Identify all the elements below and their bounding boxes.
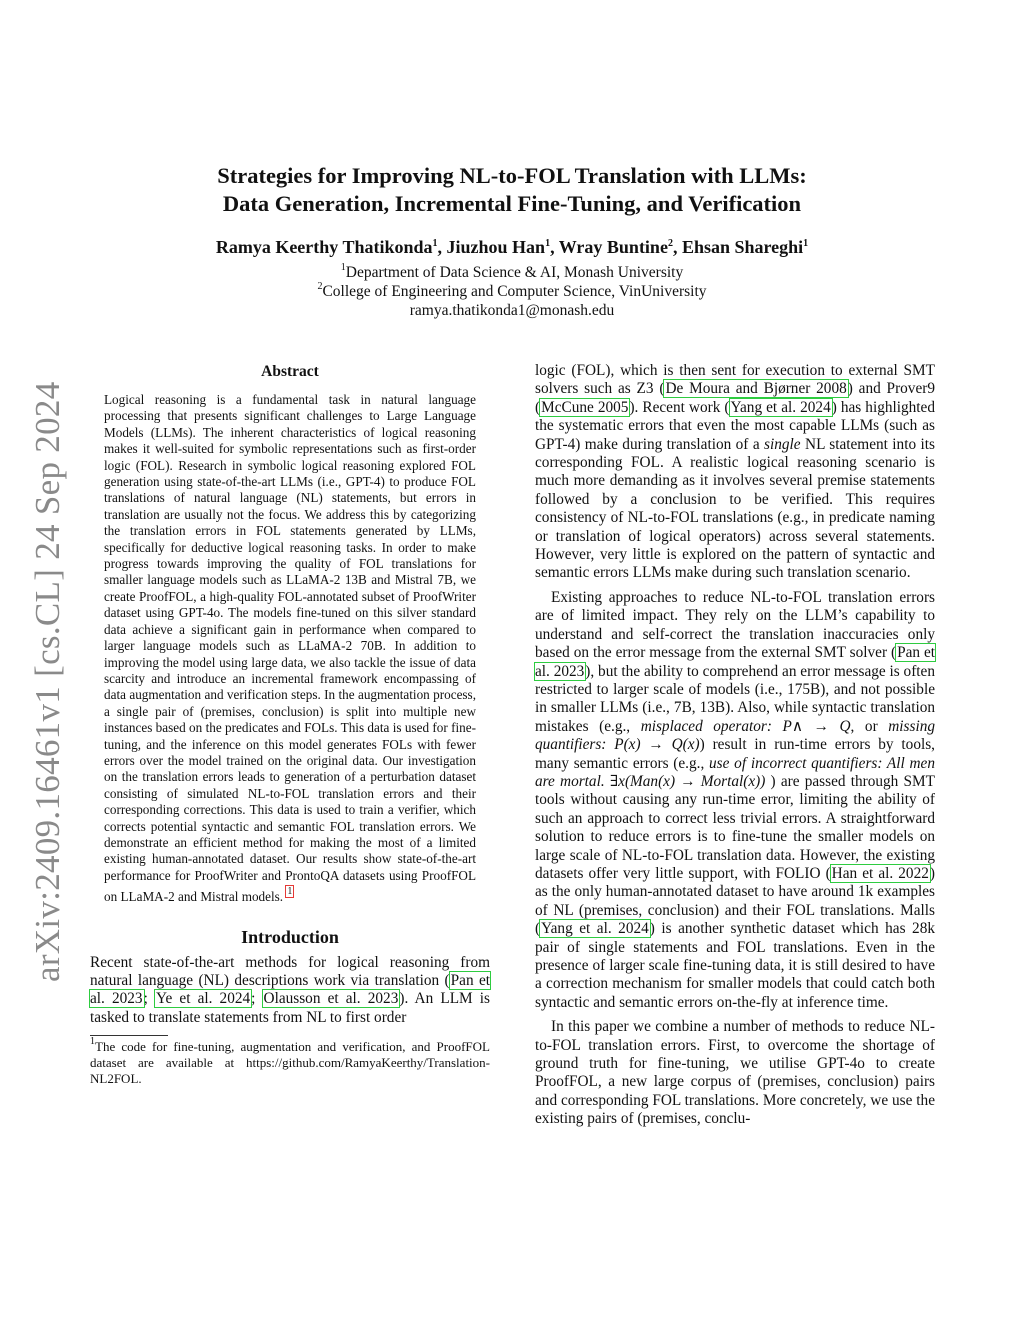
text-run: ) is another synthetic dataset which has 28k pair of single statements and FOL translations. Even in the presence of larger scale fine-tuning data, it is still desired to have a correction mechanism for smaller models that could catch both syntactic and semantic errors on-the-fly at inference time. [535,920,935,1011]
footnote-divider [90,1035,168,1036]
right-paragraph-3: In this paper we combine a number of methods to reduce NL-to-FOL translation errors. First, to overcome the shortage of ground truth for fine-tuning, we utilise GPT-4o to create ProofFOL, a new large corpus of (premises, conclusion) pairs and corresponding FOL translations. More concretely, we use the existing pairs of (premises, conclu- [535,1018,935,1128]
intro-paragraph-1: Recent state-of-the-art methods for logical reasoning from natural language (NL) descriptions work via translation (Pan et al. 2023; Ye et al. 2024; Olausson et al. 2023). An LLM is tasked to translate statements from NL to first order [90,953,491,1026]
citation-link[interactable]: Ye et al. 2024 [155,990,251,1008]
arxiv-identifier: arXiv:2409.16461v1 [cs.CL] 24 Sep 2024 [28,381,67,982]
author-affiliation-mark: 2 [667,238,673,249]
text-run: logic (FOL), which is then sent for execution to external SMT solvers such as Z3 ( [535,362,935,398]
affiliation-text: College of Engineering and Computer Science, VinUniversity [322,283,707,300]
text-run: Existing approaches to reduce NL-to-FOL translation errors are of limited impact. They rely on the LLM’s capability to understand and self-correct the translation inaccuracies only based on the error message from the external SMT solver ( [535,588,935,662]
title-line-1: Strategies for Improving NL-to-FOL Translation with LLMs: [217,163,807,188]
author-name: Ehsan Shareghi [681,237,804,257]
footnote-reference[interactable]: 1 [287,886,293,898]
right-paragraph-1 [535,362,935,583]
emphasis: misplaced operator: P∧ → Q [640,717,851,735]
text-run: ), but the ability to comprehend an error message is often restricted to larger scale of models (i.e., 175B), and not possible in smaller LLMs (i.e., 7B, 13B). Also, while syntactic translation mistakes (e.g., [535,662,935,735]
emphasis: missing quantifiers: P(x) → Q(x) [535,717,935,754]
footnote [90,1036,490,1087]
text-run: ). An LLM is tasked to translate statements from NL to first order [90,990,490,1026]
affiliations [0,263,1024,320]
email[interactable]: ramya.thatikonda1@monash.edu [409,302,615,319]
citation-link[interactable]: Han et al. 2022 [831,864,929,882]
emphasis: single [764,435,801,453]
right-paragraph-2 [535,589,935,1012]
author-affiliation-mark: 1 [545,238,551,249]
author-name: Wray Buntine [558,237,668,257]
affiliation-number: 2 [317,281,323,292]
author-name: Ramya Keerthy Thatikonda [215,237,433,257]
footnote-text: The code for fine-tuning, augmentation and verification, and ProofFOL dataset are available at https://github.com/RamyaKeerthy/Translation-NL2FOL. [90,1039,490,1087]
text-run: ) result in run-time errors by tools, many semantic errors (e.g., [535,736,936,772]
citation-link[interactable]: Yang et al. 2024 [730,398,831,416]
affiliation-number: 1 [340,262,346,273]
text-run: ) has highlighted the systematic errors that even the most capable LLMs (such as GPT-4) make during translation of a [535,398,935,453]
title-line-2: Data Generation, Incremental Fine-Tuning, and Verification [222,191,802,216]
author-affiliation-mark: 1 [803,238,809,249]
text-run: Recent state-of-the-art methods for logical reasoning from natural language (NL) descriptions work via translation ( [90,953,490,989]
affiliation-2 [0,282,1024,301]
affiliation-1 [0,263,1024,282]
text-run: , or [850,717,889,735]
introduction-heading: Introduction [241,926,339,947]
right-column [535,362,935,1129]
abstract-heading: Abstract [261,363,319,380]
affiliation-text: Department of Data Science & AI, Monash University [345,264,684,281]
citation-link[interactable]: Olausson et al. 2023 [263,990,399,1008]
citation-link[interactable]: Pan et al. 2023 [535,644,936,680]
citation-link[interactable]: Pan et al. 2023 [90,972,491,1008]
citation-link[interactable]: McCune 2005 [541,398,629,416]
text-run: ) as the only human-annotated dataset to have around 1k examples of NL (premises, conclusion) and their FOL translations. Malls ( [535,864,935,938]
emphasis: use of incorrect quantifiers: All men are mortal. ∃x(Man(x) → Mortal(x)) [535,754,935,790]
author-name: Jiuzhou Han [446,237,546,257]
text-run: ) and Prover9 ( [535,380,935,416]
abstract-text: Logical reasoning is a fundamental task in natural language processing that presents significant challenges to Large Language Models (LLMs). The inherent characteristics of logical reasoning makes it well-suited for symbolic representations such as first-order logic (FOL). Research in symbolic logical reasoning explored FOL generation using state-of-the-art LLMs (i.e., GPT-4) to produce FOL translations of natural language (NL) statements, but errors in translation are usually not the focus. We address this by categorizing the translation errors in FOL statements generated by LLMs, specifically for deductive logical reasoning tasks. In order to make progress towards improving the quality of FOL translations for smaller language models such as LLaMA-2 13B and Mistral 7B, we create ProofFOL, a high-quality FOL-annotated subset of ProofWriter dataset using GPT-4o. The models fine-tuned on this silver standard data achieve a significant gain in performance when compared to larger language models such as LLaMA-2 70B. In addition to improving the model using large data, we also tackle the issue of data scarcity and introduce an incremental framework encompassing of data augmentation and verification steps. In the augmentation process, a single pair of (premises, conclusion) is split into multiple new instances based on the predicates and FOLs. This data is used for fine-tuning, and the inference on this model generates FOLs with fewer errors over the model trained on the original data. Our investigation on the translation errors leads to generation of a perturbation dataset consisting of simulated NL-to-FOL translation errors and their corresponding corrections. This data is used to train a verifier, which corrects potential syntactic and semantic FOL translation errors. We demonstrate an efficient method for making the most of a limited existing human-annotated dataset. Our results show state-of-the-art performance for ProofWriter and ProntoQA datasets using ProofFOL on LLaMA-2 and Mistral models. [104,392,476,905]
text-run: ). Recent work ( [629,398,730,416]
author-list: Ramya Keerthy Thatikonda$^1$, Jiuzhou Han$^1$, Wray Buntine$^2$, Ehsan Shareghi$^1$ [215,237,809,257]
footnote-number: 1 [90,1036,95,1048]
text-run: ) are passed through SMT tools without causing any run-time error, limiting the ability of such an approach to correct less trivial errors. A straightforward solution to reduce errors is to fine-tune the smaller models on large scale of NL-to-FOL translation data. However, the existing datasets offer very little support, with FOLIO ( [535,772,935,882]
author-affiliation-mark: 1 [432,238,438,249]
left-column [90,362,490,1087]
citation-link[interactable]: De Moura and Bjørner 2008 [665,380,847,398]
citation-link[interactable]: Yang et al. 2024 [541,920,649,938]
text-run: NL statement into its corresponding FOL. A realistic logical reasoning scenario is much more demanding as it involves several premise statements followed by a conclusion to be verified. This requires consistency of NL-to-FOL translations (e.g., in predicate naming or translation of logical operators) across several statements. However, very little is explored on the pattern of syntactic and semantic errors LLMs make during such translation scenario. [535,435,935,582]
abstract-body [104,392,476,906]
paper-title [0,162,1024,218]
